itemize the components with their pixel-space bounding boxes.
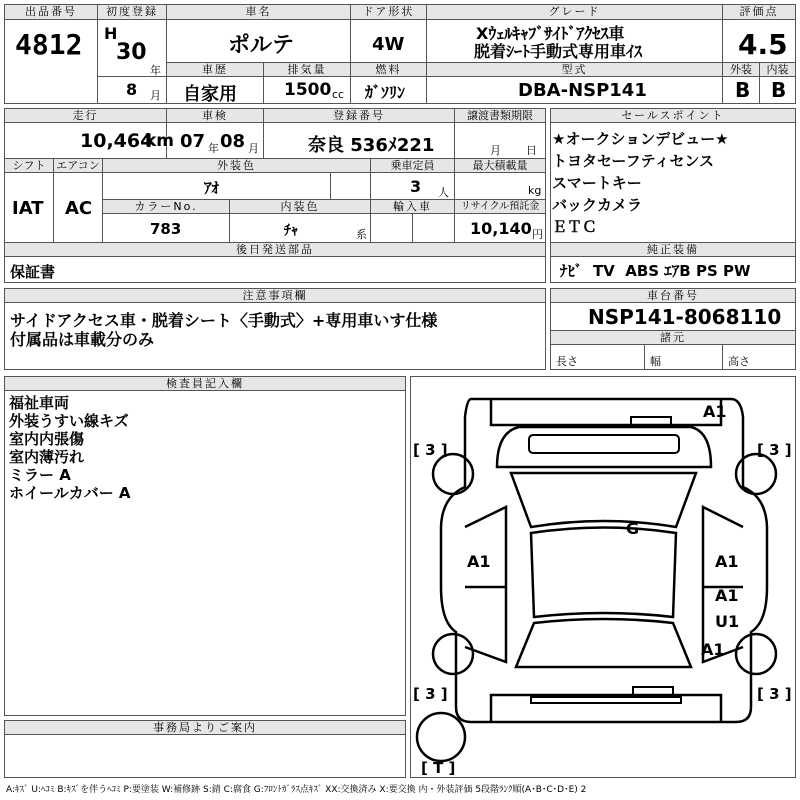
color-header: 外装色 bbox=[103, 159, 370, 173]
inspector-line: 室内薄汚れ bbox=[9, 448, 85, 466]
mark-windshield: G bbox=[626, 519, 640, 538]
first-reg-header: 初度登録 bbox=[98, 5, 166, 20]
wheel-rear-left bbox=[433, 634, 473, 674]
tire-rear-left: [ 3 ] bbox=[413, 685, 448, 703]
inspector-line: ミラー A bbox=[9, 466, 71, 484]
legend: A:ｷｽﾞ U:ﾍｺﾐ B:ｷｽﾞを伴うﾍｺﾐ P:要塗装 W:補修跡 S:錆 C:腐食 G:ﾌﾛﾝﾄｶﾞﾗｽ点ｷｽﾞ XX:交換済み X:要交換 内・外装評価 5段階ﾗﾝｸ順(A･B･C･D･E) 2 bbox=[6, 785, 587, 795]
reg-month: 8 bbox=[126, 80, 138, 99]
mark-right-door-rear: A1 bbox=[715, 586, 739, 605]
history-header: 車歴 bbox=[167, 63, 263, 77]
tire-front-left: [ 3 ] bbox=[413, 441, 448, 459]
office-header: 事務局よりご案内 bbox=[5, 721, 405, 735]
transfer-month-unit: 月 bbox=[490, 144, 501, 157]
sales-point: トヨタセーフティセンス bbox=[552, 152, 715, 170]
ac: AC bbox=[65, 198, 93, 219]
model: DBA-NSP141 bbox=[518, 80, 647, 101]
load-header: 最大積載量 bbox=[455, 159, 545, 173]
plate-header: 登録番号 bbox=[264, 109, 454, 123]
fuel-header: 燃料 bbox=[351, 63, 426, 77]
later-parts: 保証書 bbox=[10, 263, 56, 281]
fuel: ｶﾞｿﾘﾝ bbox=[365, 83, 406, 102]
lot-header: 出品番号 bbox=[5, 5, 97, 20]
inspection-year: 07 bbox=[180, 131, 206, 152]
load-unit: kg bbox=[528, 184, 542, 197]
color-no-header: カラーNo. bbox=[103, 200, 229, 214]
era: H bbox=[104, 24, 118, 43]
inspector-line: 室内内張傷 bbox=[9, 430, 85, 448]
interior-grade: B bbox=[771, 78, 787, 102]
shift-header: シフト bbox=[5, 159, 53, 173]
grade-header: グレード bbox=[427, 5, 722, 20]
sales-point: ＥＴＣ bbox=[552, 218, 598, 236]
spare-label: [ T ] bbox=[421, 759, 456, 777]
displacement-header: 排気量 bbox=[264, 63, 350, 77]
grade-line2: 脱着ｼｰﾄ手動式専用車ｲｽ bbox=[474, 42, 643, 61]
score-header: 評価点 bbox=[723, 5, 795, 20]
sales-point: ★オークションデビュー★ bbox=[552, 130, 729, 148]
car-name-header: 車名 bbox=[167, 5, 350, 20]
inspector-line: 福祉車両 bbox=[9, 394, 70, 412]
model-header: 型式 bbox=[427, 63, 722, 77]
int-color-header: 内装色 bbox=[230, 200, 370, 214]
sales-point: スマートキー bbox=[552, 174, 642, 192]
mark-right-door-front: A1 bbox=[715, 552, 739, 571]
sales-points bbox=[552, 128, 792, 238]
windshield bbox=[511, 473, 696, 527]
inspector-notes bbox=[9, 394, 399, 502]
exterior-grade: B bbox=[735, 78, 751, 102]
ac-header: エアコン bbox=[54, 159, 102, 173]
capacity-unit: 人 bbox=[438, 186, 449, 199]
later-header: 後日発送部品 bbox=[5, 243, 545, 257]
exterior-header: 外装 bbox=[723, 63, 759, 77]
front-bumper bbox=[491, 399, 721, 425]
chassis-header: 車台番号 bbox=[551, 289, 795, 303]
inspector-line: 外装うすい線キズ bbox=[9, 412, 129, 430]
inspection-header: 車検 bbox=[167, 109, 263, 123]
wheel-rear-right bbox=[736, 634, 776, 674]
tire-front-right: [ 3 ] bbox=[757, 441, 792, 459]
displacement: 1500 bbox=[284, 80, 332, 100]
exterior-color: ｱｵ bbox=[204, 179, 220, 197]
interior-header: 内装 bbox=[760, 63, 795, 77]
car-name: ポルテ bbox=[228, 33, 295, 58]
reg-month-unit: 月 bbox=[150, 89, 161, 102]
mileage: 10,464 bbox=[80, 130, 154, 152]
notes-line2: 付属品は車載分のみ bbox=[10, 330, 155, 349]
notes-header: 注意事項欄 bbox=[5, 289, 545, 303]
reg-year: 30 bbox=[116, 40, 147, 65]
recycle-header: リサイクル預託金 bbox=[455, 200, 545, 214]
lot-number: 4812 bbox=[15, 28, 83, 61]
spec-header: 諸元 bbox=[551, 331, 795, 345]
car-diagram bbox=[411, 377, 795, 777]
notes-line1: サイドアクセス車・脱着シート〈手動式〉+専用車いす仕様 bbox=[10, 311, 438, 330]
transfer-day-unit: 日 bbox=[526, 144, 537, 157]
spec-height: 高さ bbox=[728, 355, 750, 368]
chassis-number: NSP141-8068110 bbox=[588, 305, 782, 329]
mileage-unit: km bbox=[145, 131, 175, 151]
displacement-unit: cc bbox=[332, 88, 345, 101]
front-grille bbox=[529, 435, 679, 453]
spec-length: 長さ bbox=[556, 355, 578, 368]
mileage-header: 走行 bbox=[5, 109, 166, 123]
transfer-header: 譲渡書類期限 bbox=[455, 109, 545, 123]
equip-header: 純正装備 bbox=[551, 243, 795, 257]
rear-window bbox=[516, 619, 691, 667]
inspector-header: 検査員記入欄 bbox=[5, 377, 405, 391]
plate: 奈良 536ﾒ221 bbox=[308, 135, 435, 156]
shift: IAT bbox=[12, 198, 44, 219]
recycle-unit: 円 bbox=[532, 228, 543, 241]
right-doors bbox=[703, 507, 743, 662]
int-color-unit: 系 bbox=[356, 228, 367, 241]
rear-bumper bbox=[491, 695, 721, 722]
capacity: 3 bbox=[410, 177, 422, 196]
roof bbox=[531, 528, 676, 618]
inspection-year-unit: 年 bbox=[208, 142, 219, 155]
equipment: ﾅﾋﾞ TV ABS ｴｱB PS PW bbox=[560, 262, 751, 280]
sales-header: セールスポイント bbox=[551, 109, 795, 123]
mark-right-rear: A1 bbox=[701, 640, 725, 659]
score: 4.5 bbox=[738, 28, 788, 61]
tire-rear-right: [ 3 ] bbox=[757, 685, 792, 703]
inspection-month: 08 bbox=[220, 131, 246, 152]
int-color: ﾁｬ bbox=[284, 223, 298, 239]
sales-point: バックカメラ bbox=[552, 196, 643, 214]
inspection-month-unit: 月 bbox=[248, 142, 259, 155]
import-header: 輸入車 bbox=[371, 200, 454, 214]
reg-year-unit: 年 bbox=[150, 64, 161, 77]
recycle: 10,140 bbox=[470, 219, 532, 238]
wheel-front-left bbox=[433, 454, 473, 494]
spare-tire bbox=[417, 713, 465, 761]
damage-diagram bbox=[410, 376, 796, 778]
grade-line1: Xｳｪﾙｷｬﾌﾞｻｲﾄﾞｱｸｾｽ車 bbox=[476, 24, 625, 43]
left-doors bbox=[465, 507, 506, 662]
mark-left-door: A1 bbox=[467, 552, 491, 571]
door-header: ドア形状 bbox=[351, 5, 426, 20]
mark-front-bumper: A1 bbox=[703, 402, 727, 421]
history: 自家用 bbox=[183, 84, 237, 105]
door-type: 4W bbox=[372, 34, 405, 55]
mark-right-door-rear-2: U1 bbox=[715, 612, 740, 631]
inspector-line: ホイールカバー A bbox=[9, 484, 131, 502]
spec-width: 幅 bbox=[650, 355, 661, 368]
capacity-header: 乗車定員 bbox=[371, 159, 454, 173]
color-no: 783 bbox=[150, 220, 182, 238]
